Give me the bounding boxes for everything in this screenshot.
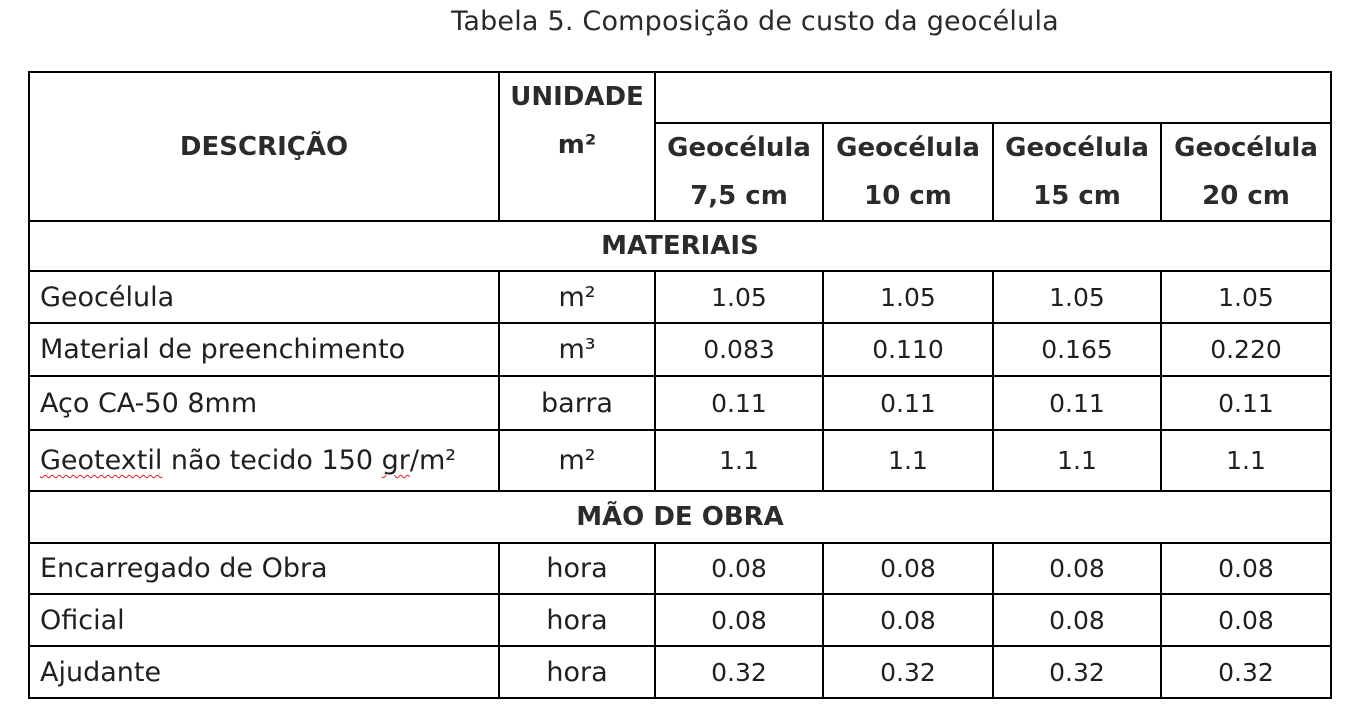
table-caption: Tabela 5. Composição de custo da geocélula <box>451 6 1059 37</box>
row-description: Aço CA-50 8mm <box>29 376 499 430</box>
row-value: 1.1 <box>823 430 993 491</box>
header-col-label: Geocélula <box>667 133 811 163</box>
row-value: 0.11 <box>655 376 823 430</box>
header-description: DESCRIÇÃO <box>29 72 499 221</box>
spellcheck-word: gr <box>381 445 410 476</box>
header-unit-symbol: m² <box>557 130 597 160</box>
row-description <box>29 430 499 491</box>
row-value: 0.08 <box>655 543 823 594</box>
row-value: 0.220 <box>1161 323 1331 376</box>
table-row <box>29 323 1331 376</box>
row-value: 0.11 <box>1161 376 1331 430</box>
row-unit: barra <box>499 376 655 430</box>
row-value: 0.165 <box>993 323 1161 376</box>
header-col-size: 10 cm <box>864 181 952 211</box>
desc-text: /m² <box>409 445 457 476</box>
section-row-materiais <box>29 221 1331 271</box>
table-row <box>29 646 1331 698</box>
row-value: 0.110 <box>823 323 993 376</box>
row-value: 0.32 <box>993 646 1161 698</box>
row-unit: hora <box>499 646 655 698</box>
row-value: 1.05 <box>1161 271 1331 323</box>
section-title: MATERIAIS <box>29 221 1331 271</box>
header-col-15cm <box>993 123 1161 221</box>
row-description: Material de preenchimento <box>29 323 499 376</box>
row-unit: hora <box>499 594 655 646</box>
row-description: Oficial <box>29 594 499 646</box>
header-unit-label: UNIDADE <box>510 82 644 112</box>
header-col-20cm <box>1161 123 1331 221</box>
row-unit: m² <box>499 430 655 491</box>
row-value: 0.08 <box>993 594 1161 646</box>
row-description: Encarregado de Obra <box>29 543 499 594</box>
row-value: 1.1 <box>993 430 1161 491</box>
table-row <box>29 543 1331 594</box>
row-value: 0.08 <box>823 543 993 594</box>
row-value: 1.1 <box>1161 430 1331 491</box>
header-geocell-group <box>655 72 1331 123</box>
row-value: 1.1 <box>655 430 823 491</box>
row-unit: m³ <box>499 323 655 376</box>
row-value: 0.08 <box>1161 594 1331 646</box>
row-unit: m² <box>499 271 655 323</box>
row-value: 0.08 <box>993 543 1161 594</box>
header-row-top <box>29 72 1331 123</box>
table-row <box>29 271 1331 323</box>
row-description: Geocélula <box>29 271 499 323</box>
row-value: 0.08 <box>1161 543 1331 594</box>
header-col-label: Geocélula <box>836 133 980 163</box>
table-row <box>29 430 1331 491</box>
spellcheck-word: Geotextil <box>40 445 163 476</box>
cost-composition-table <box>28 71 1332 699</box>
row-value: 0.11 <box>823 376 993 430</box>
desc-text: não tecido 150 <box>162 445 382 476</box>
header-col-label: Geocélula <box>1005 133 1149 163</box>
row-value: 0.32 <box>823 646 993 698</box>
row-unit: hora <box>499 543 655 594</box>
row-value: 1.05 <box>823 271 993 323</box>
header-unit <box>499 72 655 221</box>
table-row <box>29 376 1331 430</box>
header-col-size: 15 cm <box>1033 181 1121 211</box>
row-value: 0.32 <box>655 646 823 698</box>
row-value: 0.083 <box>655 323 823 376</box>
row-value: 0.32 <box>1161 646 1331 698</box>
section-title: MÃO DE OBRA <box>29 491 1331 543</box>
row-value: 1.05 <box>993 271 1161 323</box>
header-col-size: 20 cm <box>1202 181 1290 211</box>
table-row <box>29 594 1331 646</box>
section-row-mao-de-obra <box>29 491 1331 543</box>
row-value: 0.08 <box>655 594 823 646</box>
row-value: 0.11 <box>993 376 1161 430</box>
header-col-7-5cm <box>655 123 823 221</box>
row-description: Ajudante <box>29 646 499 698</box>
row-value: 1.05 <box>655 271 823 323</box>
row-value: 0.08 <box>823 594 993 646</box>
header-col-size: 7,5 cm <box>690 181 788 211</box>
header-col-label: Geocélula <box>1174 133 1318 163</box>
header-col-10cm <box>823 123 993 221</box>
